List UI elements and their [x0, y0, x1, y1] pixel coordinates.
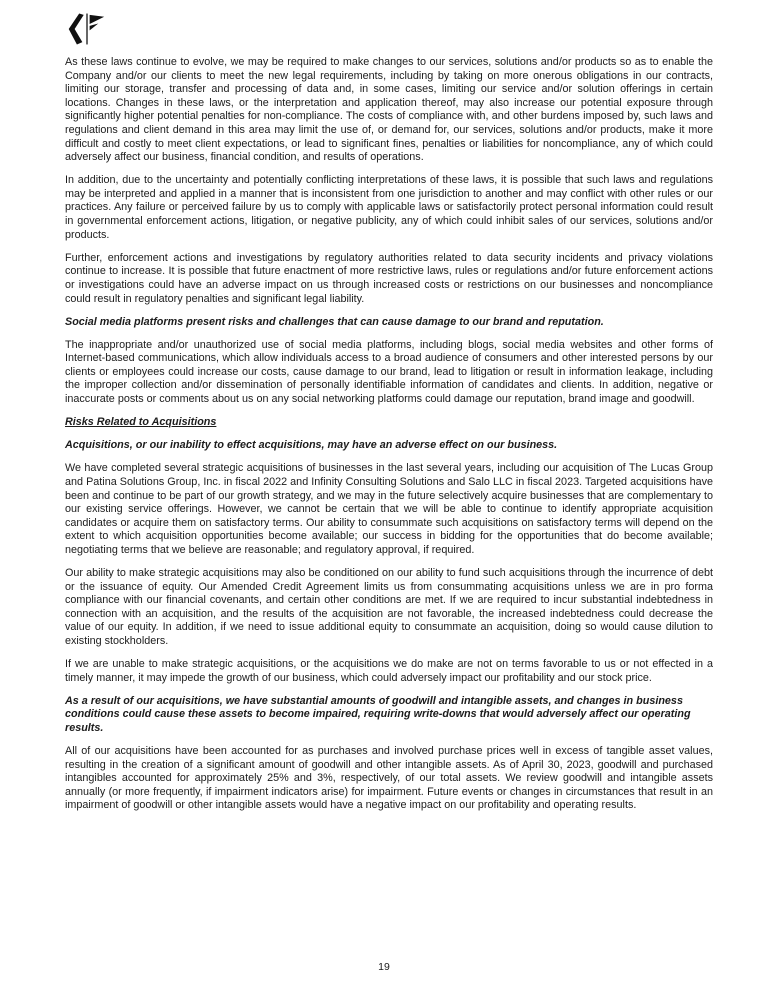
- page-footer: [0, 961, 768, 974]
- kforce-kf-logo-icon: [66, 13, 106, 45]
- paragraph-goodwill-accounting: All of our acquisitions have been accounted for as purchases and involved purchase prices well in excess of tangible asset values, resulting in the creation of a significant amount of goodwill and other intangible assets. As of April 30, 2023, goodwill and purchased intangibles accounted for approximately 25% and 3%, respectively, of our total assets. We review goodwill and intangible assets annually (or more frequently, if impairment indicators arise) for impairment. Future events or changes in circumstances that result in an impairment of goodwill or other intangible assets would have a negative impact on our profitability and operating results.: [65, 745, 713, 812]
- paragraph-completed-acquisitions: We have completed several strategic acquisitions of businesses in the last several years, including our acquisition of The Lucas Group and Patina Solutions Group, Inc. in fiscal 2022 and Infinity Consulting Solutions and Salo LLC in fiscal 2023. Targeted acquisitions have been and continue to be part of our growth strategy, and we may in the future selectively acquire businesses that are complementary to our existing service offerings. However, we cannot be certain that we will be able to continue to identify appropriate acquisition candidates or acquire them on satisfactory terms. Our ability to consummate such acquisitions on satisfactory terms will depend on the extent to which acquisition opportunities become available; our success in bidding for the opportunities that do become available; negotiating terms that we believe are reasonable; and regulatory approval, if required.: [65, 462, 713, 556]
- paragraph-enforcement-actions: Further, enforcement actions and investigations by regulatory authorities related to data security incidents and privacy violations continue to increase. It is possible that future enactment of more restrictive laws, rules or regulations and/or future enforcement actions or investigations could have an adverse impact on us through increased costs or restrictions on our businesses and noncompliance could result in regulatory penalties and significant legal liability.: [65, 251, 713, 305]
- heading-goodwill-impairment-risk: As a result of our acquisitions, we have substantial amounts of goodwill and intangible assets, and changes in business conditions could cause these assets to become impaired, requiring write-downs that would adversely affect our operating results.: [65, 694, 691, 734]
- paragraph-conflicting-interpretations: In addition, due to the uncertainty and potentially conflicting interpretations of these laws, it is possible that such laws and regulations may be interpreted and applied in a manner that is inconsistent from one jurisdiction to another and may conflict with other rules or our practices. Any failure or perceived failure by us to comply with applicable laws or satisfactorily protect personal information could result in governmental enforcement actions, litigation, or negative publicity, any of which could inhibit sales of our services, solutions and/or products.: [65, 174, 713, 241]
- paragraph-laws-evolve: As these laws continue to evolve, we may be required to make changes to our services, solutions and/or products so as to enable the Company and/or our clients to meet the new legal requirements, including by taking on more onerous obligations in our contracts, limiting our storage, transfer and processing of data and, in some cases, limiting our service and/or solution offerings in certain locations. Changes in these laws, or the interpretation and application thereof, may also increase our potential exposure through significantly higher potential penalties for non-compliance. The costs of compliance with, and other burdens imposed by, such laws and regulations and client demand in this area may limit the use of, or demand for, our services, solutions and/or products, make it more difficult and costly to meet client expectations, or lead to significant fines, penalties or liabilities for noncompliance, any of which could adversely affect our business, financial condition, and results of operations.: [65, 56, 713, 164]
- paragraph-funding-acquisitions: Our ability to make strategic acquisitions may also be conditioned on our ability to fund such acquisitions through the incurrence of debt or the issuance of equity. Our Amended Credit Agreement limits us from consummating acquisitions unless we are in pro forma compliance with our financial covenants, and certain other conditions are met. If we are required to incur substantial indebtedness in connection with an acquisition, and the results of the acquisition are not favorable, the increased indebtedness could decrease the value of our equity. In addition, if we need to issue additional equity to consummate an acquisition, doing so would cause dilution to existing stockholders.: [65, 567, 713, 647]
- document-body: [65, 56, 713, 823]
- page-number: 19: [378, 961, 390, 973]
- heading-acquisitions-adverse-effect: Acquisitions, or our inability to effect acquisitions, may have an adverse effect on our business.: [65, 439, 558, 452]
- section-heading-risks-related-to-acquisitions: Risks Related to Acquisitions: [65, 416, 217, 429]
- paragraph-social-media-use: The inappropriate and/or unauthorized use of social media platforms, including blogs, social media websites and other forms of Internet-based communications, which allow individuals access to a broad audience of consumers and other interested persons by our clients or employees could increase our costs, cause damage to our brand, lead to litigation or result in information leakage, including the improper collection and/or dissemination of personally identifiable information of candidates and clients. In addition, negative or inaccurate posts or comments about us on any social networking platforms could damage our reputation, brand image and goodwill.: [65, 338, 713, 406]
- heading-social-media-risk: Social media platforms present risks and challenges that can cause damage to our brand and reputation.: [65, 315, 604, 328]
- paragraph-unable-to-acquire: If we are unable to make strategic acquisitions, or the acquisitions we do make are not on terms favorable to us or not effected in a timely manner, it may impede the growth of our business, which could adversely impact our profitability and our stock price.: [65, 658, 713, 684]
